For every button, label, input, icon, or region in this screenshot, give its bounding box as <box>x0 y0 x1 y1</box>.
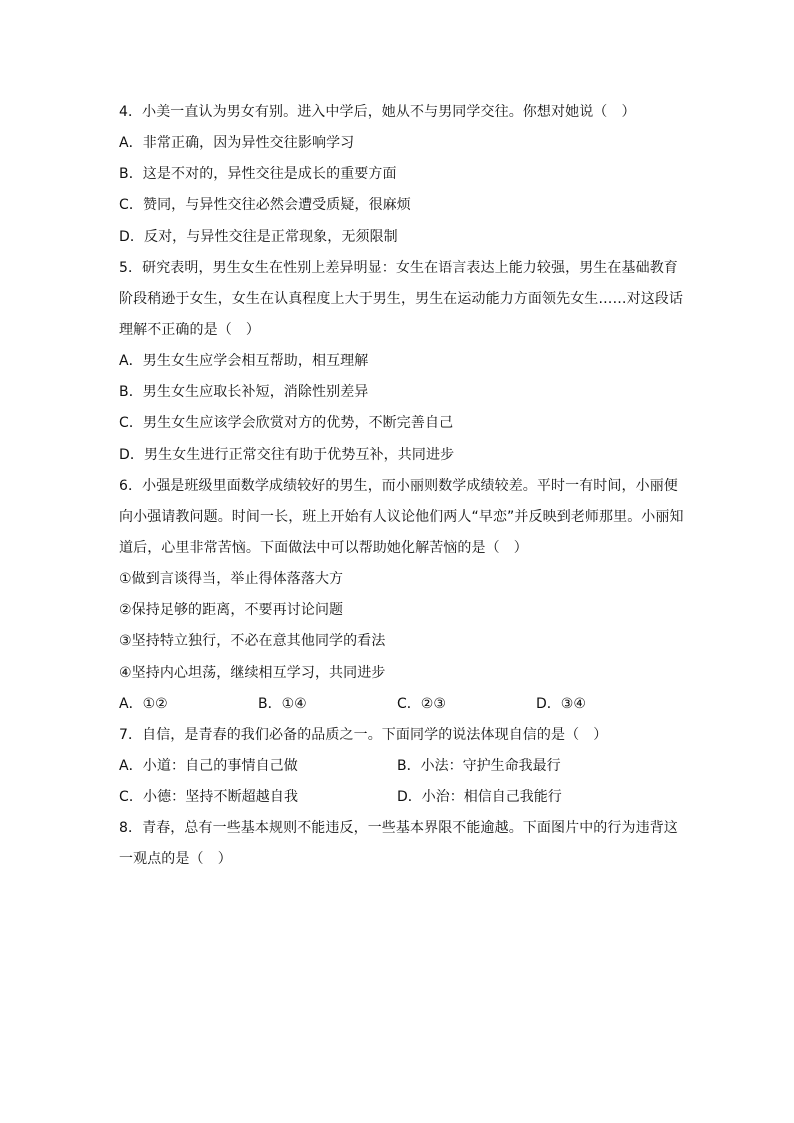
question-6-option-c: C．②③ <box>397 696 446 712</box>
question-5-option-c: C．男生女生应该学会欣赏对方的优势，不断完善自己 <box>119 415 454 431</box>
question-7-option-d: D．小治：相信自己我能行 <box>397 789 562 805</box>
question-4-stem: 4．小美一直认为男女有别。进入中学后，她从不与男同学交往。你想对她说（ ） <box>119 104 636 120</box>
question-6-option-a: A．①② <box>119 696 168 712</box>
question-4-option-c: C．赞同，与异性交往必然会遭受质疑，很麻烦 <box>119 197 411 213</box>
question-5-option-a: A．男生女生应学会相互帮助，相互理解 <box>119 353 369 369</box>
question-6-stem-line-1: 6．小强是班级里面数学成绩较好的男生，而小丽则数学成绩较差。平时一有时间，小丽便 <box>119 478 678 494</box>
question-7-option-a: A．小道：自己的事情自己做 <box>119 758 298 774</box>
question-6-statement-2: ②保持足够的距离，不要再讨论问题 <box>119 602 344 618</box>
question-5-stem-line-1: 5．研究表明，男生女生在性别上差异明显：女生在语言表达上能力较强，男生在基础教育 <box>119 260 678 276</box>
question-4-option-a: A．非常正确，因为异性交往影响学习 <box>119 135 355 151</box>
question-6-statement-1: ①做到言谈得当，举止得体落落大方 <box>119 571 344 587</box>
question-8-stem-line-1: 8．青春，总有一些基本规则不能违反，一些基本界限不能逾越。下面图片中的行为违背这 <box>119 820 678 836</box>
question-8-stem-line-2: 一观点的是（ ） <box>119 851 232 867</box>
question-6-statement-3: ③坚持特立独行，不必在意其他同学的看法 <box>119 633 386 649</box>
question-6-stem-line-2: 向小强请教问题。时间一长，班上开始有人议论他们两人“早恋”并反映到老师那里。小丽知 <box>119 509 684 525</box>
question-4-option-d: D．反对，与异性交往是正常现象，无须限制 <box>119 229 398 245</box>
question-6-option-b: B．①④ <box>258 696 307 712</box>
question-5-option-b: B．男生女生应取长补短，消除性别差异 <box>119 384 369 400</box>
question-6-statement-4: ④坚持内心坦荡，继续相互学习，共同进步 <box>119 665 386 681</box>
question-5-option-d: D．男生女生进行正常交往有助于优势互补，共同进步 <box>119 447 455 463</box>
question-6-option-d: D．③④ <box>536 696 586 712</box>
question-5-stem-line-2: 阶段稍逊于女生，女生在认真程度上大于男生，男生在运动能力方面领先女生……对这段话 <box>119 291 683 307</box>
question-7-stem: 7．自信，是青春的我们必备的品质之一。下面同学的说法体现自信的是（ ） <box>119 727 608 743</box>
question-7-option-c: C．小德：坚持不断超越自我 <box>119 789 299 805</box>
question-4-option-b: B．这是不对的，异性交往是成长的重要方面 <box>119 166 397 182</box>
question-6-stem-line-3: 道后，心里非常苦恼。下面做法中可以帮助她化解苦恼的是（ ） <box>119 540 528 556</box>
question-5-stem-line-3: 理解不正确的是（ ） <box>119 322 260 338</box>
question-7-option-b: B．小法：守护生命我最行 <box>397 758 561 774</box>
